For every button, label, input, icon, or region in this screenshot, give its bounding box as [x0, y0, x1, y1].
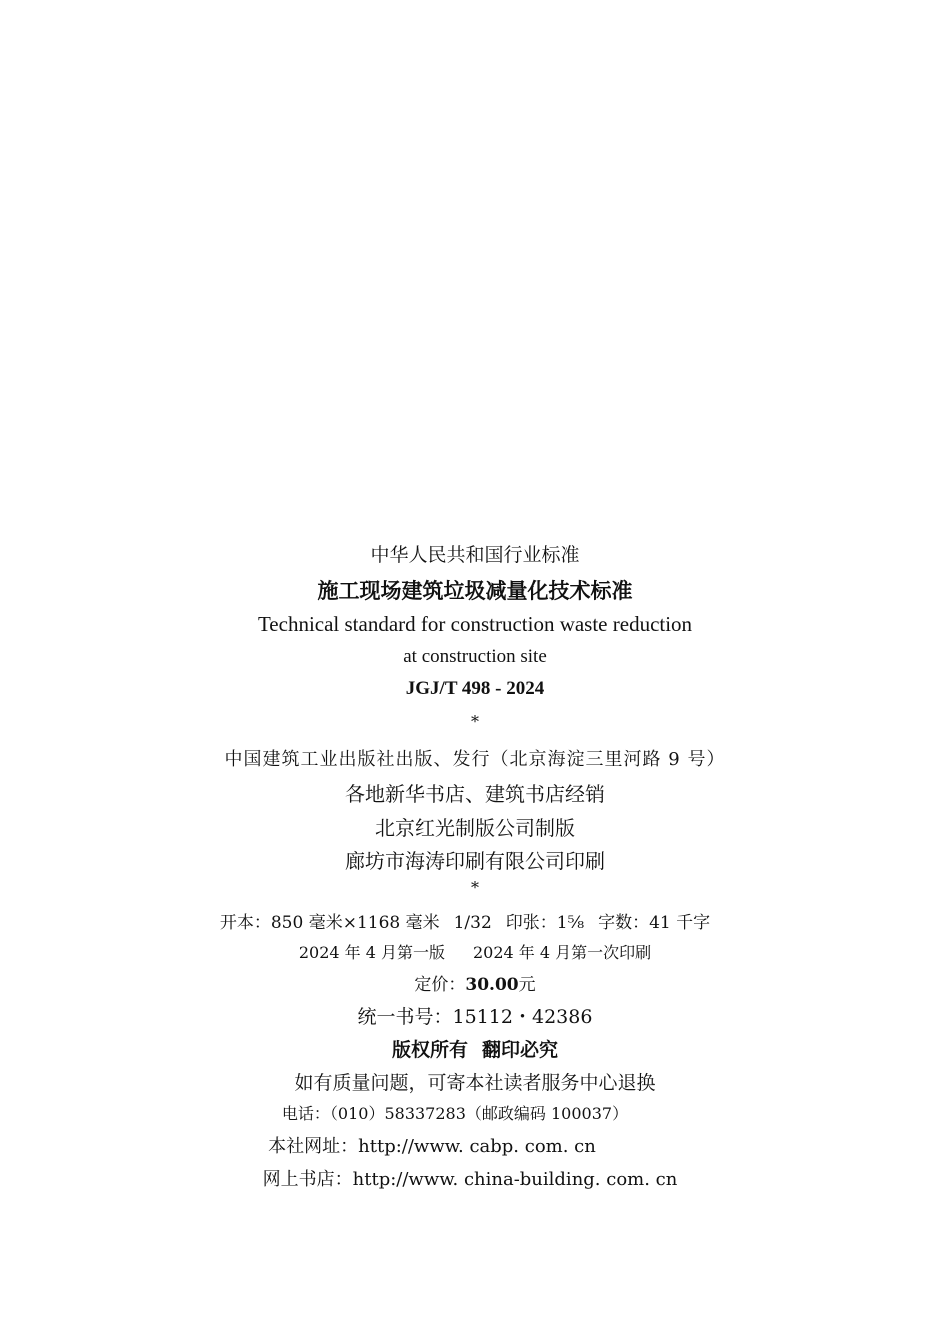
standard-code: JGJ/T 498 - 2024: [405, 678, 545, 699]
website-line: 本社网址：http://www. cabp. com. cn: [268, 1136, 596, 1157]
title-english-line2: at construction site: [403, 646, 547, 667]
printer-line: 廊坊市海涛印刷有限公司印刷: [345, 849, 605, 873]
edition-line: [0, 940, 950, 963]
title-english-line1: Technical standard for construction waste reduction: [257, 612, 693, 636]
separator-star: *: [471, 712, 479, 731]
plate-maker-line: 北京红光制版公司制版: [375, 816, 575, 840]
publisher-line: 中国建筑工业出版社出版、发行（北京海淀三里河路 9 号）: [224, 749, 726, 770]
reprint-prohibited: 翻印必究: [482, 1039, 559, 1061]
price-label: 定价：: [414, 975, 466, 995]
separator-star: *: [471, 878, 479, 897]
format-size: 开本：850 毫米×1168 毫米: [219, 913, 440, 933]
book-number: 统一书号：15112・42386: [357, 1006, 593, 1028]
standard-category: 中华人民共和国行业标准: [370, 544, 580, 566]
price-unit: 元: [518, 975, 536, 995]
first-edition: 2024 年 4 月第一版: [298, 943, 445, 962]
distributor-line: 各地新华书店、建筑书店经销: [345, 782, 605, 806]
title-chinese: 施工现场建筑垃圾减量化技术标准: [317, 578, 633, 603]
rights-reserved: 版权所有: [391, 1039, 468, 1061]
format-words: 字数：41 千字: [598, 913, 711, 933]
rights-line: [0, 1035, 950, 1062]
bookstore-line: 网上书店：http://www. china-building. com. cn: [262, 1169, 678, 1190]
first-print: 2024 年 4 月第一次印刷: [473, 943, 652, 962]
format-fold: 1/32: [453, 913, 492, 933]
format-line: [0, 908, 940, 933]
format-sheets: 印张：1⅝: [505, 913, 585, 933]
price-value: 30.00: [465, 975, 519, 995]
price-line: [0, 970, 950, 995]
return-notice: 如有质量问题，可寄本社读者服务中心退换: [294, 1072, 656, 1094]
phone-line: 电话：（010）58337283（邮政编码 100037）: [281, 1104, 629, 1123]
